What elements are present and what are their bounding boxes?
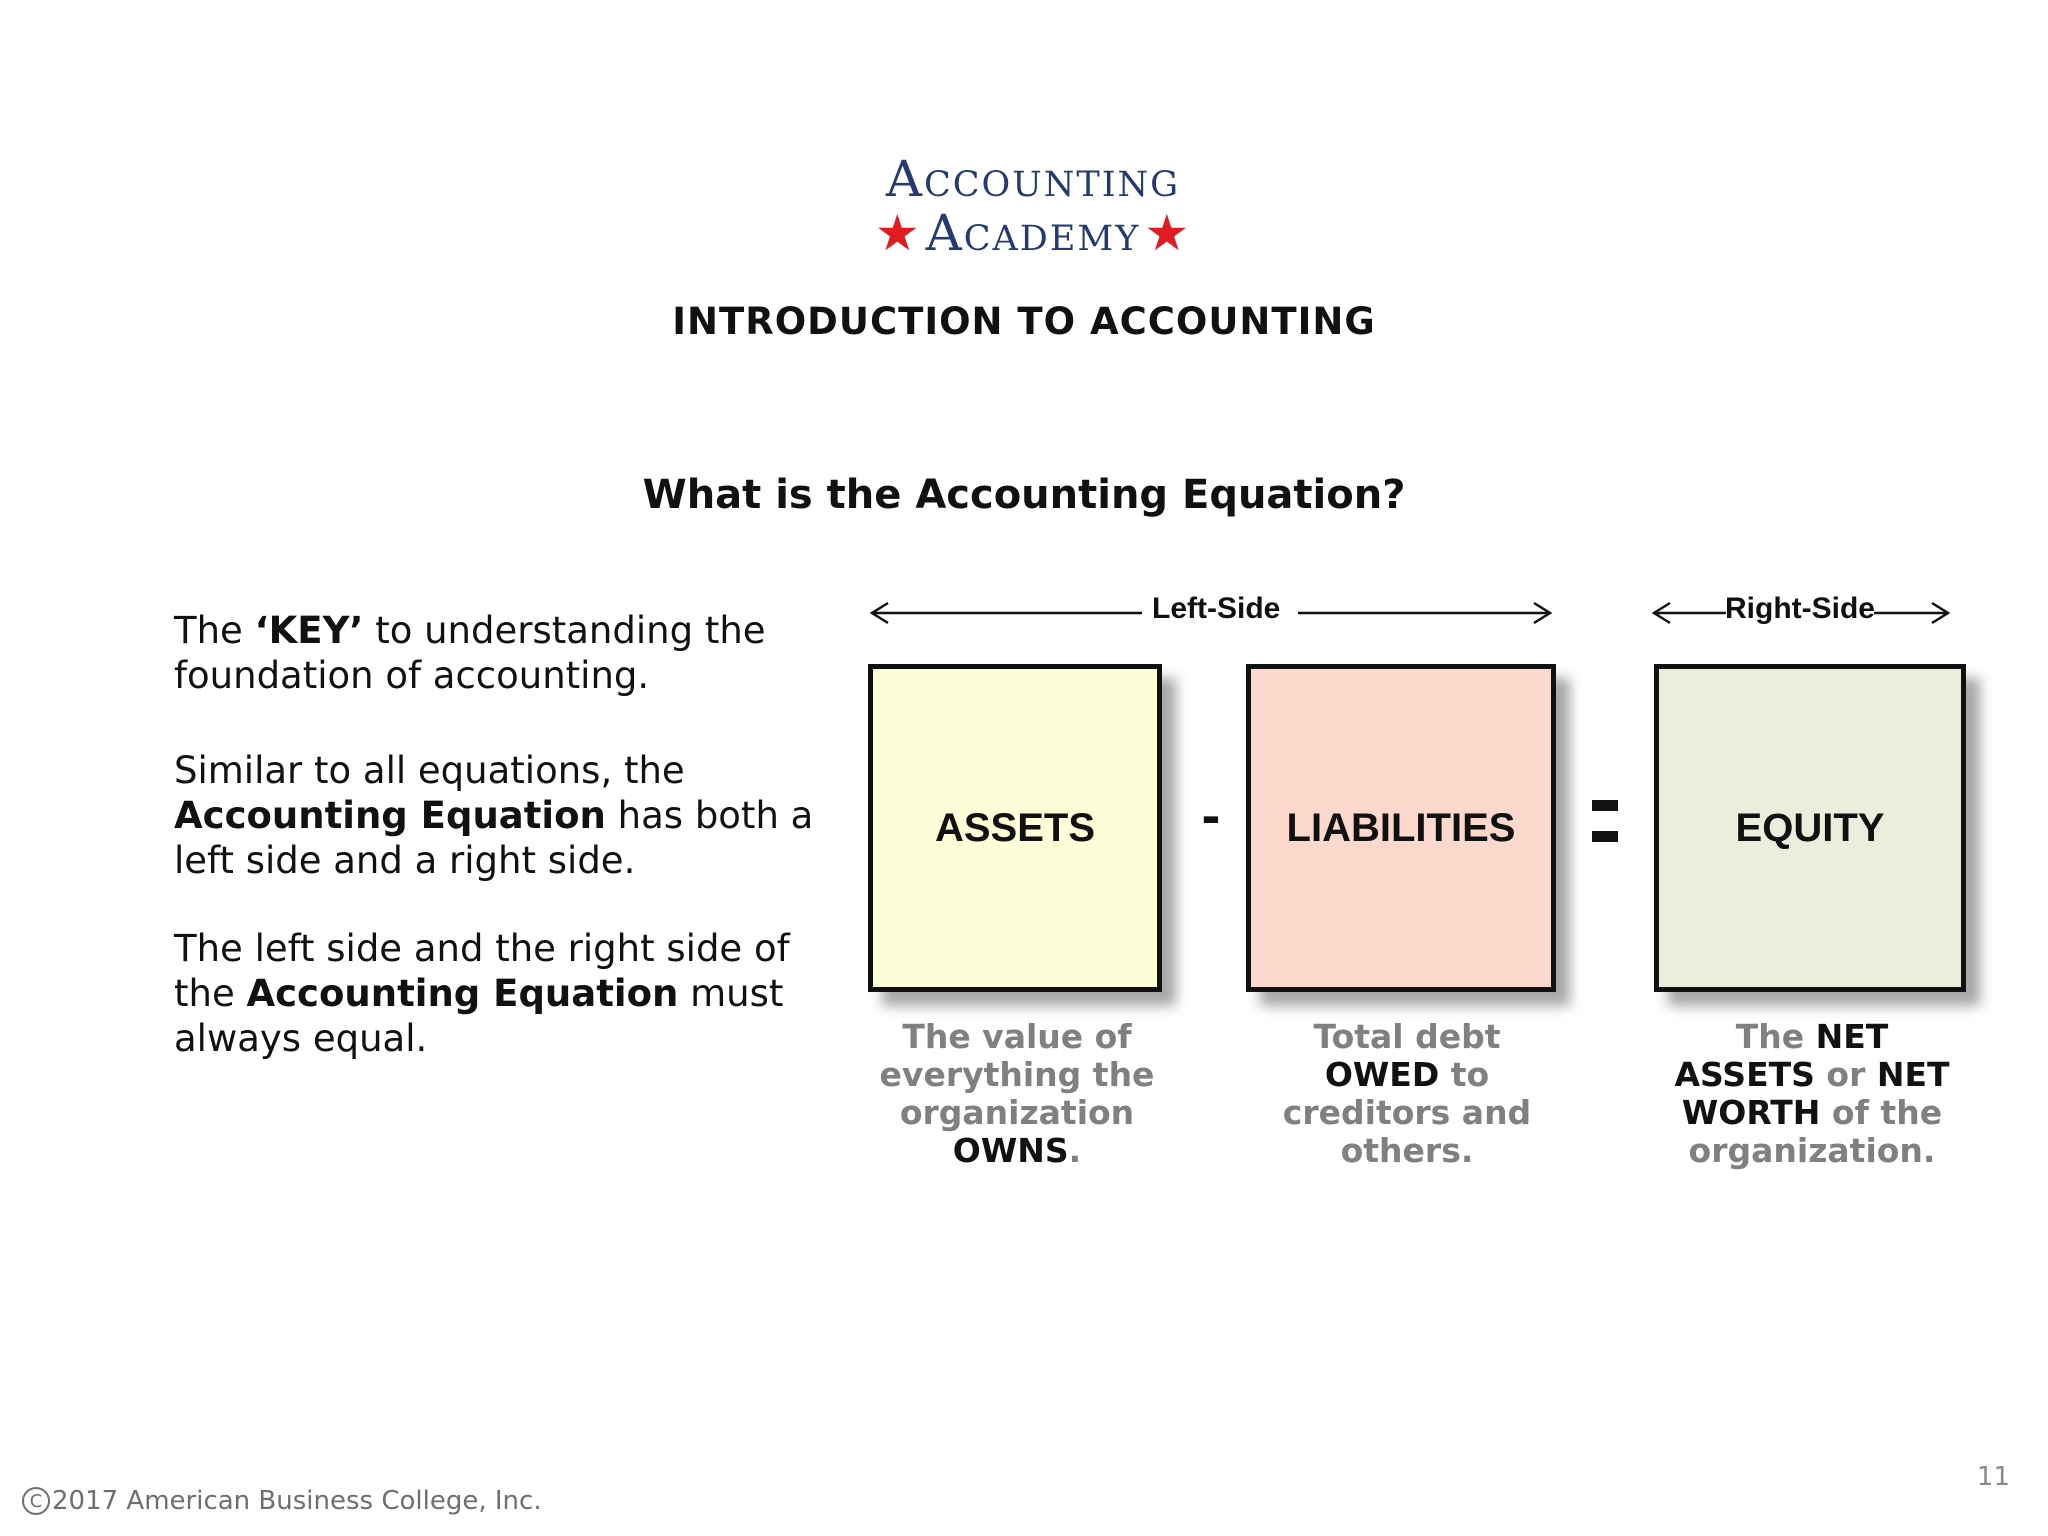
paragraph-text: The <box>174 609 255 652</box>
accounting-academy-logo <box>838 148 1228 260</box>
description-text: Total debt <box>1313 1017 1501 1056</box>
description-emphasis: OWNS <box>952 1131 1069 1170</box>
paragraph-equal <box>174 926 814 1061</box>
paragraph-text: must always equal. <box>174 972 784 1060</box>
right-side-label: Right-Side <box>1725 592 1875 625</box>
paragraph-emphasis: Accounting Equation <box>246 972 679 1015</box>
description-text: or <box>1814 1055 1877 1094</box>
equals-bar-bottom <box>1592 831 1618 842</box>
star-icon: ★ <box>874 204 922 262</box>
description-emphasis: NET ASSETS <box>1674 1017 1889 1094</box>
paragraph-text: to understanding the foundation of accounting. <box>174 609 766 697</box>
description-text: . <box>1068 1131 1082 1170</box>
copyright-icon: C <box>22 1487 50 1515</box>
course-title: INTRODUCTION TO ACCOUNTING <box>672 300 1376 343</box>
assets-description <box>862 1018 1172 1170</box>
page-number: 11 <box>1976 1462 2010 1492</box>
description-text: The value of everything the organization <box>879 1017 1155 1132</box>
assets-box: ASSETS <box>868 664 1162 992</box>
copyright-text: 2017 American Business College, Inc. <box>52 1486 542 1516</box>
liabilities-description <box>1262 1018 1552 1170</box>
equals-operator <box>1592 800 1618 842</box>
paragraph-text: Similar to all equations, the <box>174 749 685 792</box>
liabilities-box: LIABILITIES <box>1246 664 1556 992</box>
logo-line-2: Academy <box>925 204 1141 262</box>
description-emphasis: OWED <box>1324 1055 1440 1094</box>
description-text: to creditors and others. <box>1282 1055 1532 1170</box>
equals-bar-top <box>1592 800 1618 811</box>
paragraph-text: The left side and the right side of the <box>174 927 790 1015</box>
logo-line-2-row <box>838 204 1228 262</box>
paragraph-similar <box>174 748 814 883</box>
description-text: The <box>1735 1017 1816 1056</box>
description-emphasis: NET WORTH <box>1681 1055 1950 1132</box>
logo-line-1: Accounting <box>885 150 1181 208</box>
equity-box: EQUITY <box>1654 664 1966 992</box>
paragraph-key <box>174 608 814 698</box>
equity-description <box>1662 1018 1962 1170</box>
slide-question: What is the Accounting Equation? <box>642 472 1406 518</box>
paragraph-text: has both a left side and a right side. <box>174 794 814 882</box>
star-icon: ★ <box>1144 204 1192 262</box>
left-side-label: Left-Side <box>1152 592 1281 625</box>
paragraph-emphasis: ‘KEY’ <box>254 609 364 652</box>
paragraph-emphasis: Accounting Equation <box>174 794 606 837</box>
copyright-notice <box>22 1486 542 1516</box>
minus-operator: - <box>1201 783 1221 846</box>
description-text: of the organization. <box>1688 1093 1943 1170</box>
